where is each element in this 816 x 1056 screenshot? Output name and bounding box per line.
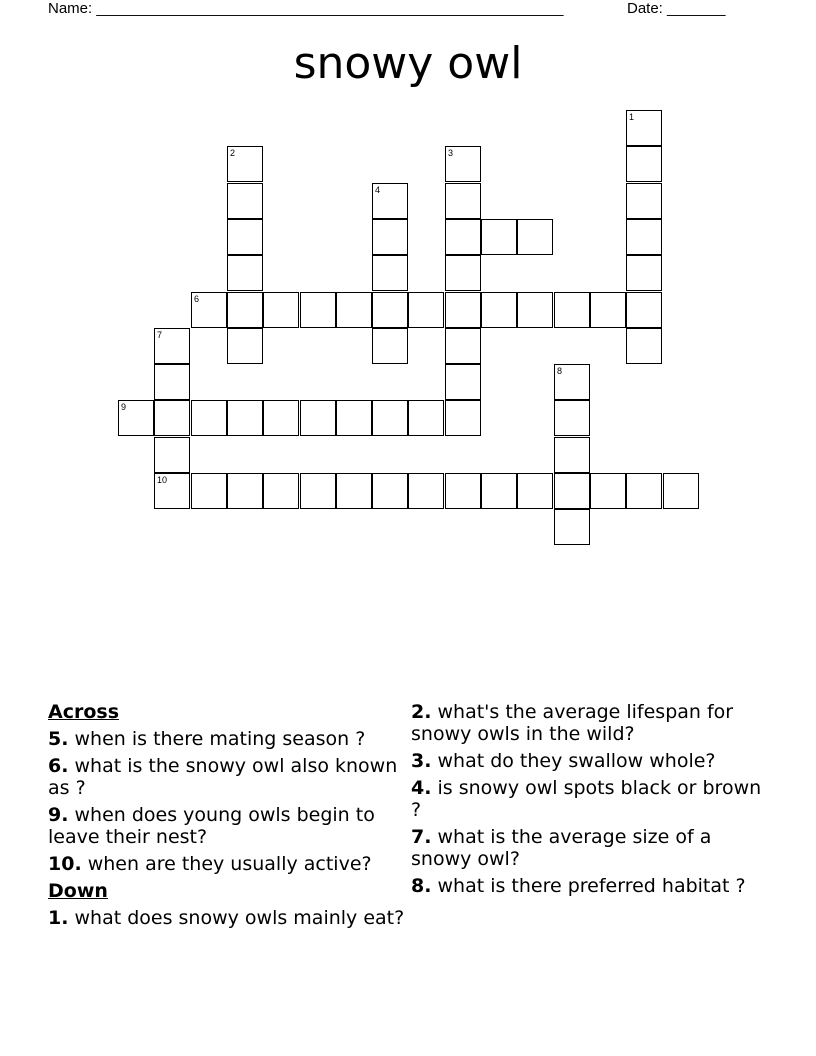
crossword-cell[interactable] [554, 509, 590, 545]
crossword-cell[interactable] [191, 400, 227, 436]
crossword-cell[interactable] [372, 328, 408, 364]
clue-text: what is the snowy owl also known as ? [48, 755, 398, 799]
crossword-cell[interactable] [300, 292, 336, 328]
crossword-cell[interactable] [626, 292, 662, 328]
crossword-cell[interactable] [191, 473, 227, 509]
crossword-cell[interactable] [408, 292, 444, 328]
crossword-cell[interactable] [445, 292, 481, 328]
cell-number: 9 [121, 402, 127, 412]
clues-column-left [48, 701, 408, 934]
crossword-cell[interactable] [372, 255, 408, 291]
crossword-cell[interactable] [554, 364, 590, 400]
crossword-cell[interactable] [191, 292, 227, 328]
crossword-cell[interactable] [554, 437, 590, 473]
clue-number: 9. [48, 804, 69, 826]
crossword-cell[interactable] [118, 400, 154, 436]
crossword-cell[interactable] [227, 219, 263, 255]
crossword-cell[interactable] [408, 473, 444, 509]
across-heading: Across [48, 701, 120, 723]
clue-down-1 [48, 907, 408, 929]
cell-number: 6 [194, 294, 200, 304]
cell-number: 7 [157, 330, 163, 340]
crossword-cell[interactable] [517, 219, 553, 255]
crossword-cell[interactable] [481, 292, 517, 328]
date-field-label: Date: _______ [627, 0, 726, 17]
cell-number: 1 [629, 112, 635, 122]
crossword-cell[interactable] [590, 292, 626, 328]
crossword-cell[interactable] [227, 328, 263, 364]
crossword-cell[interactable] [445, 183, 481, 219]
crossword-cell[interactable] [372, 292, 408, 328]
crossword-cell[interactable] [517, 473, 553, 509]
crossword-cell[interactable] [408, 400, 444, 436]
name-field-label: Name: ________________________________________________________ [48, 0, 564, 17]
crossword-cell[interactable] [590, 473, 626, 509]
crossword-cell[interactable] [445, 400, 481, 436]
crossword-cell[interactable] [227, 292, 263, 328]
clue-down-2 [411, 701, 771, 745]
crossword-cell[interactable] [663, 473, 699, 509]
down-heading: Down [48, 880, 108, 902]
crossword-cell[interactable] [372, 400, 408, 436]
crossword-cell[interactable] [626, 183, 662, 219]
clue-number: 8. [411, 875, 432, 897]
clue-number: 6. [48, 755, 69, 777]
clue-number: 4. [411, 777, 432, 799]
clue-number: 5. [48, 728, 69, 750]
clue-text: what do they swallow whole? [431, 750, 716, 772]
cell-number: 4 [375, 185, 381, 195]
crossword-cell[interactable] [227, 473, 263, 509]
crossword-cell[interactable] [154, 400, 190, 436]
clue-down-4 [411, 777, 771, 821]
crossword-cell[interactable] [154, 364, 190, 400]
crossword-cell[interactable] [154, 473, 190, 509]
crossword-cell[interactable] [554, 473, 590, 509]
crossword-cell[interactable] [372, 473, 408, 509]
cell-number: 2 [230, 148, 236, 158]
crossword-cell[interactable] [372, 183, 408, 219]
cell-number: 8 [557, 366, 563, 376]
crossword-cell[interactable] [154, 328, 190, 364]
clue-down-7 [411, 826, 771, 870]
crossword-cell[interactable] [336, 473, 372, 509]
crossword-cell[interactable] [626, 110, 662, 146]
crossword-cell[interactable] [626, 473, 662, 509]
clue-across-10 [48, 853, 408, 875]
crossword-cell[interactable] [445, 146, 481, 182]
page-title: snowy owl [293, 38, 523, 89]
crossword-cell[interactable] [300, 473, 336, 509]
clue-text: when are they usually active? [81, 853, 372, 875]
clue-number: 2. [411, 701, 432, 723]
crossword-cell[interactable] [227, 255, 263, 291]
crossword-cell[interactable] [227, 400, 263, 436]
clue-text: is snowy owl spots black or brown ? [411, 777, 762, 821]
crossword-cell[interactable] [626, 328, 662, 364]
clue-across-6 [48, 755, 408, 799]
crossword-cell[interactable] [517, 292, 553, 328]
crossword-cell[interactable] [263, 292, 299, 328]
crossword-cell[interactable] [445, 328, 481, 364]
crossword-cell[interactable] [445, 364, 481, 400]
clue-text: what's the average lifespan for snowy owls in the wild? [411, 701, 734, 745]
crossword-cell[interactable] [227, 146, 263, 182]
crossword-cell[interactable] [481, 473, 517, 509]
crossword-cell[interactable] [372, 219, 408, 255]
crossword-cell[interactable] [626, 255, 662, 291]
clue-across-9 [48, 804, 408, 848]
clue-text: what does snowy owls mainly eat? [68, 907, 405, 929]
crossword-cell[interactable] [300, 400, 336, 436]
crossword-cell[interactable] [445, 219, 481, 255]
crossword-cell[interactable] [336, 400, 372, 436]
crossword-cell[interactable] [227, 183, 263, 219]
crossword-cell[interactable] [336, 292, 372, 328]
crossword-cell[interactable] [445, 473, 481, 509]
clue-text: when is there mating season ? [68, 728, 366, 750]
crossword-cell[interactable] [626, 219, 662, 255]
clue-number: 10. [48, 853, 82, 875]
clue-text: when does young owls begin to leave their nest? [48, 804, 375, 848]
clue-down-8 [411, 875, 771, 897]
crossword-cell[interactable] [263, 400, 299, 436]
cell-number: 3 [448, 148, 454, 158]
crossword-cell[interactable] [626, 146, 662, 182]
crossword-cell[interactable] [554, 400, 590, 436]
crossword-cell[interactable] [154, 437, 190, 473]
clue-number: 7. [411, 826, 432, 848]
crossword-cell[interactable] [554, 292, 590, 328]
clue-text: what is there preferred habitat ? [431, 875, 746, 897]
clue-number: 1. [48, 907, 69, 929]
crossword-cell[interactable] [445, 255, 481, 291]
crossword-cell[interactable] [263, 473, 299, 509]
clue-text: what is the average size of a snowy owl? [411, 826, 712, 870]
clue-number: 3. [411, 750, 432, 772]
clue-across-5 [48, 728, 408, 750]
clues-column-right [411, 701, 771, 902]
clue-down-3 [411, 750, 771, 772]
crossword-cell[interactable] [481, 219, 517, 255]
cell-number: 10 [157, 475, 168, 485]
